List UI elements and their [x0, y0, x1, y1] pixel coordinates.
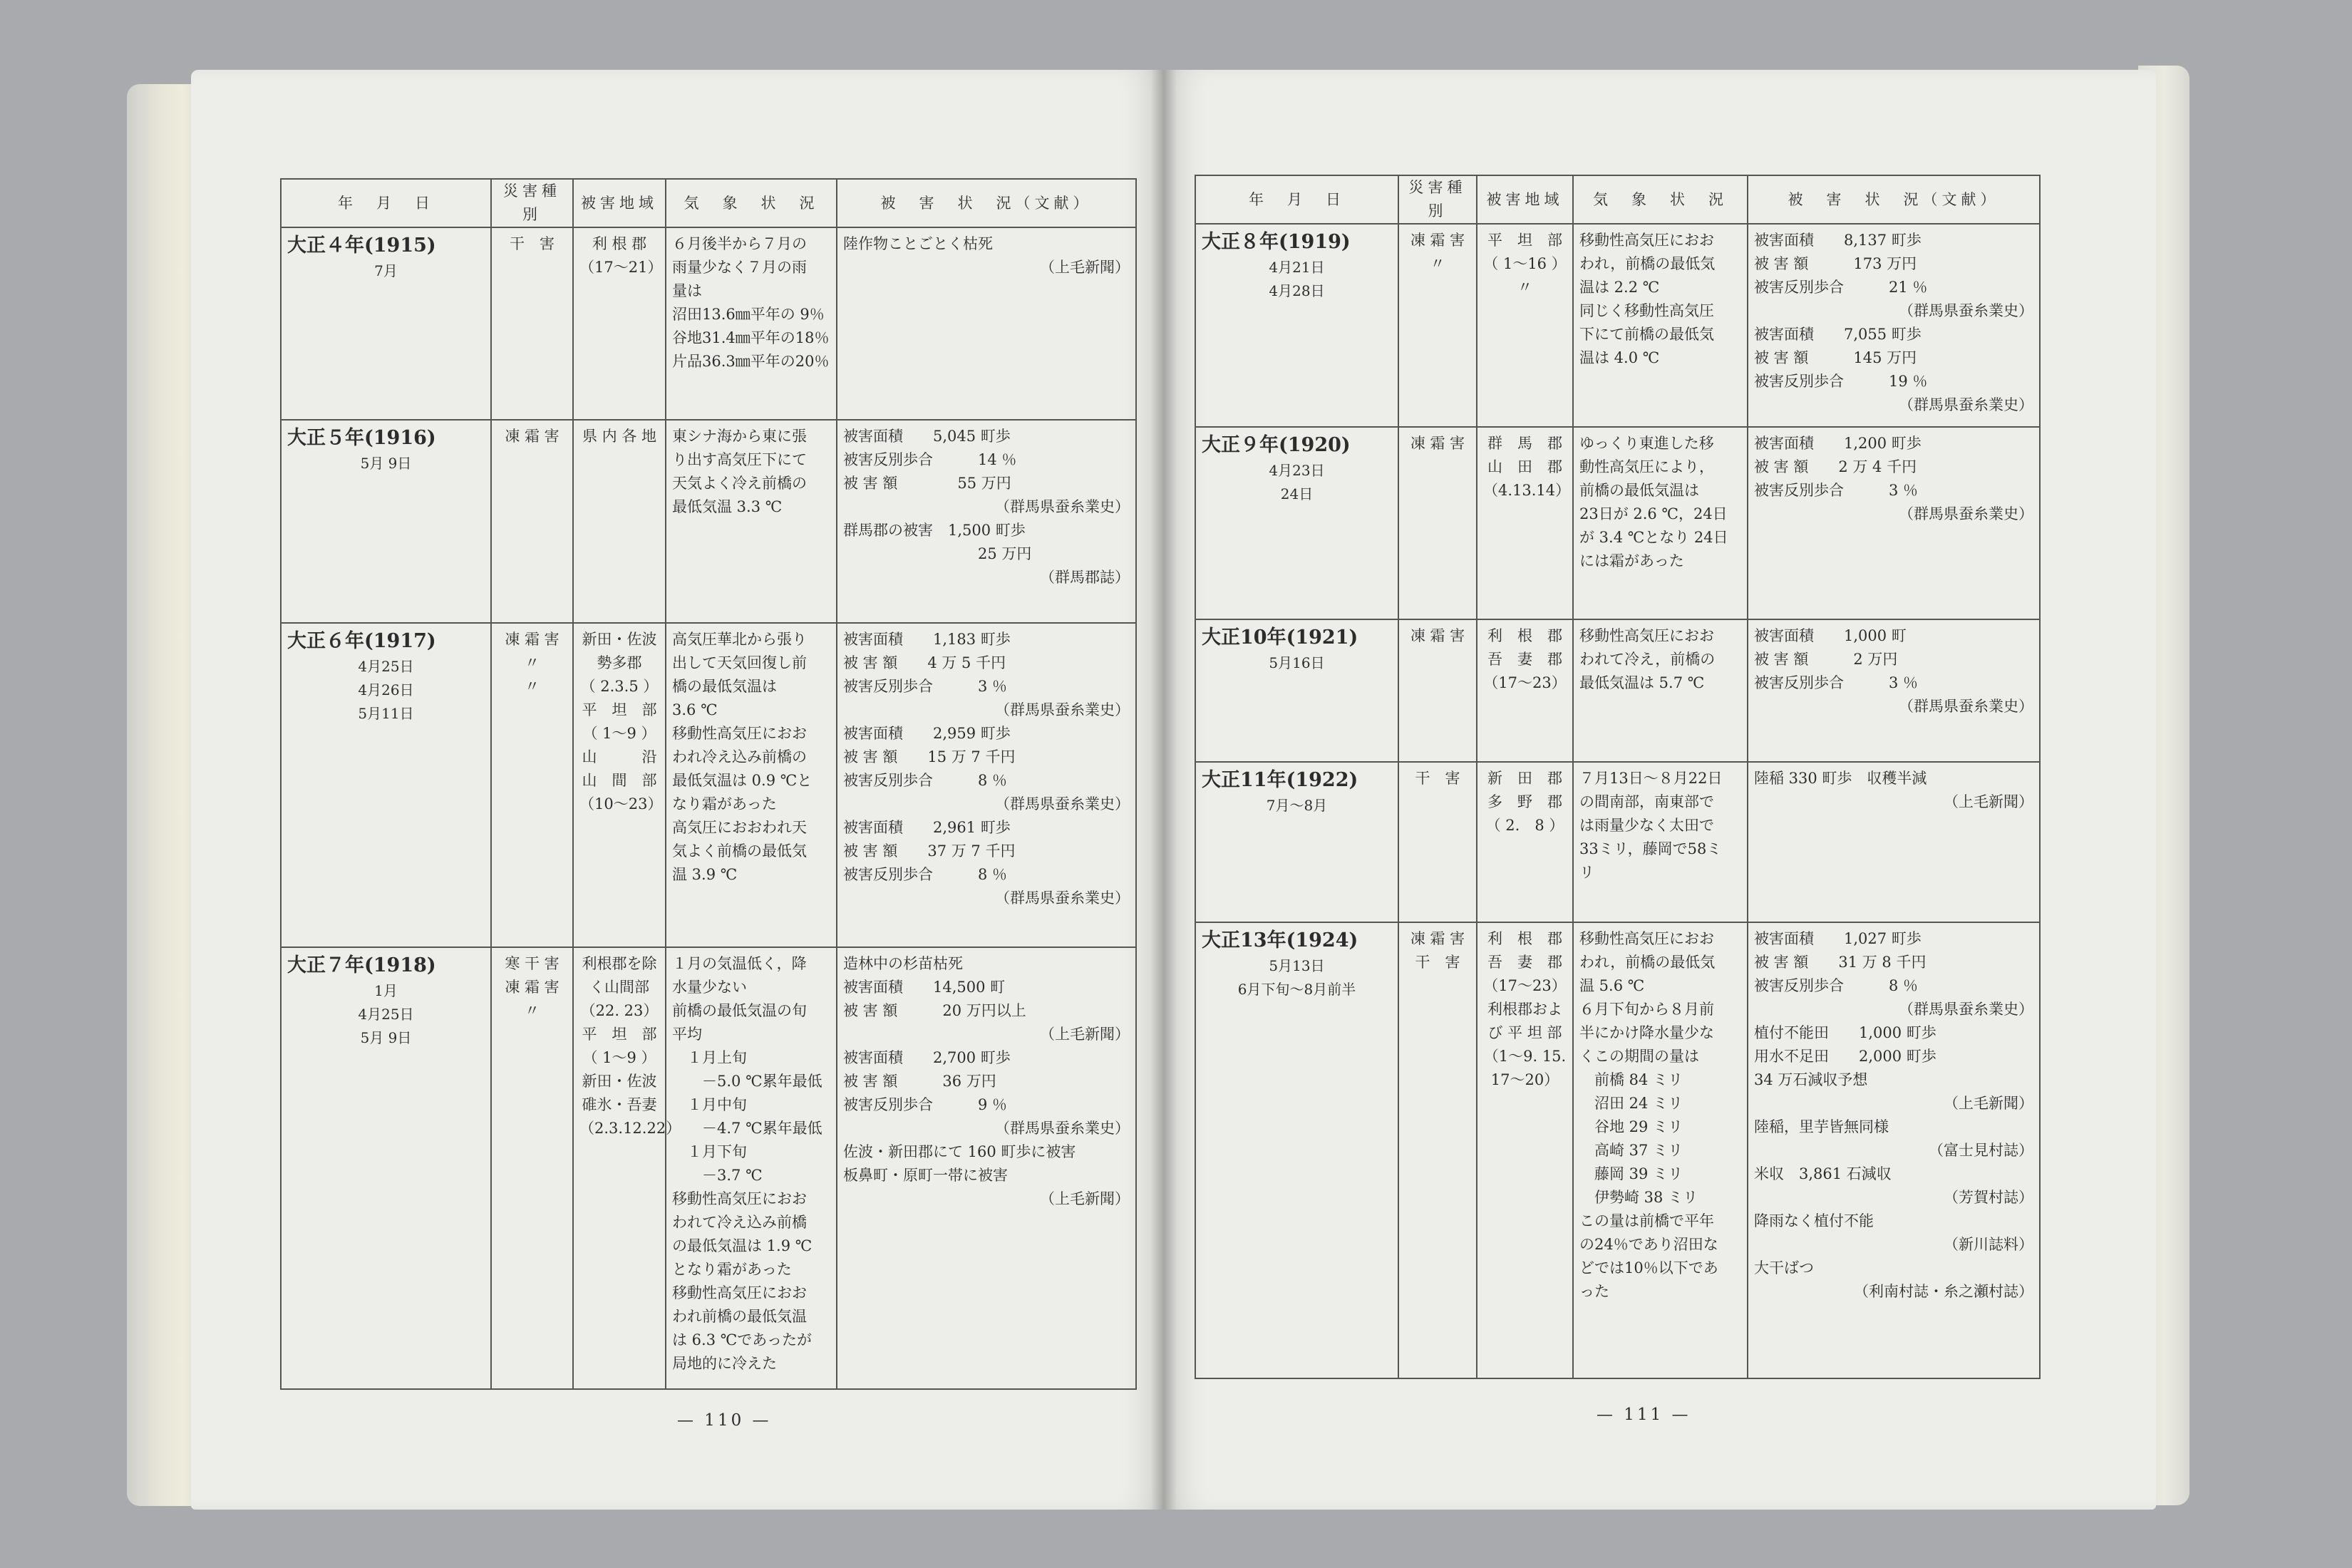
region-line: 利根郡を除: [582, 955, 657, 972]
damage-line: （上毛新聞）: [1040, 1190, 1130, 1207]
weather-line: 高崎 37 ミリ: [1579, 1142, 1683, 1159]
region-line: 新田・佐波: [582, 1073, 657, 1090]
weather-line: 33ミリ，藤岡で58ミ: [1579, 840, 1722, 857]
damage-line: 用水不足田 2,000 町歩: [1754, 1048, 1936, 1065]
damage-line: （群馬県蚕糸業史）: [1899, 302, 2033, 319]
header-type: 災害種別: [1398, 175, 1477, 224]
weather-line: －3.7 ℃: [672, 1167, 763, 1184]
damage-line: （富士見村誌）: [1929, 1142, 2033, 1159]
weather-line: われ前橋の最低気温: [672, 1308, 807, 1325]
region-line: （4.13.14）: [1483, 482, 1571, 499]
disaster-type: 凍 霜 害: [1410, 627, 1465, 644]
damage-cell: [837, 623, 1136, 947]
weather-line: われ，前橋の最低気: [1579, 255, 1716, 272]
damage-line: 25 万円: [843, 545, 1032, 562]
weather-line: 沼田13.6㎜平年の 9％: [672, 306, 825, 323]
table-row: [1195, 427, 2040, 619]
region-cell: [1477, 922, 1573, 1378]
era-year: 大正６年(1917): [287, 630, 436, 652]
weather-line: われ，前橋の最低気: [1579, 954, 1716, 971]
page-number-right: — 111 —: [1597, 1405, 1691, 1424]
weather-line: 温 3.9 ℃: [672, 866, 738, 883]
damage-line: （上毛新聞）: [1040, 1026, 1130, 1043]
damage-line: 大干ばつ: [1754, 1259, 1814, 1276]
date-cell: [1195, 922, 1398, 1378]
damage-line: 被害面積 1,027 町歩: [1754, 930, 1922, 947]
event-date: 5月 9日: [360, 1029, 412, 1046]
region-cell: [1477, 224, 1573, 427]
region-line: 〃: [1517, 279, 1532, 296]
weather-line: 最低気温 3.3 ℃: [672, 498, 783, 515]
damage-line: （上毛新聞）: [1944, 1095, 2033, 1112]
event-date: 24日: [1280, 485, 1314, 502]
event-date: 5月16日: [1269, 654, 1325, 671]
header-type: 災害種別: [491, 179, 573, 227]
date-cell: [1195, 224, 1398, 427]
damage-line: 被 害 額 4 万 5 千円: [843, 654, 1006, 671]
event-date: 6月下旬～8月前半: [1237, 981, 1356, 998]
weather-line: 沼田 24 ミリ: [1579, 1095, 1683, 1112]
disaster-type-cell: [491, 227, 573, 420]
weather-line: 量は: [672, 282, 702, 299]
page-number-left: — 110 —: [677, 1411, 772, 1430]
weather-line: 前橋 84 ミリ: [1579, 1071, 1683, 1088]
weather-cell: [1573, 762, 1748, 922]
weather-line: 最低気温は 0.9 ℃と: [672, 772, 813, 789]
region-line: 利 根 郡: [1487, 930, 1562, 947]
region-line: 多 野 郡: [1487, 793, 1562, 810]
weather-cell: [666, 420, 837, 623]
weather-line: 3.6 ℃: [672, 701, 718, 718]
disaster-table-right: [1195, 175, 2041, 1379]
header-date: 年 月 日: [281, 179, 491, 227]
region-line: 平 坦 部: [582, 1026, 657, 1043]
event-date: 7月: [374, 262, 398, 279]
era-year: 大正13年(1924): [1202, 929, 1358, 951]
weather-line: リ: [1579, 864, 1594, 881]
disaster-type: 凍 霜 害: [505, 979, 559, 996]
region-line: （22. 23）: [580, 1002, 659, 1019]
table-row: [281, 227, 1136, 420]
date-cell: [281, 420, 491, 623]
damage-line: 被害面積 8,137 町歩: [1754, 232, 1922, 249]
damage-line: 被 害 額 55 万円: [843, 475, 1011, 492]
weather-line: り出す高気圧下にて: [672, 451, 807, 468]
region-line: 17～20）: [1490, 1071, 1559, 1088]
header-region: 被害地域: [573, 179, 666, 227]
weather-line: ６月下旬から８月前: [1579, 1001, 1714, 1018]
disaster-type-cell: [1398, 762, 1477, 922]
weather-line: 高気圧におおわれ天: [672, 819, 807, 836]
damage-line: 被害面積 7,055 町歩: [1754, 326, 1922, 343]
table-header-row: [281, 179, 1136, 227]
weather-line: なり霜があった: [672, 795, 777, 813]
weather-line: 藤岡 39 ミリ: [1579, 1165, 1683, 1182]
damage-line: （群馬県蚕糸業史）: [1899, 698, 2033, 715]
weather-line: 平均: [672, 1026, 702, 1043]
book-gutter: [1151, 70, 1177, 1510]
damage-line: 被 害 額 37 万 7 千円: [843, 842, 1016, 860]
weather-line: 下にて前橋の最低気: [1579, 326, 1714, 343]
region-line: （17～23）: [1483, 674, 1567, 691]
damage-line: （新川誌料）: [1944, 1236, 2033, 1253]
weather-line: 前橋の最低気温の旬: [672, 1002, 807, 1019]
weather-line: は雨量少なく太田で: [1579, 817, 1714, 834]
weather-line: どでは10％以下であ: [1579, 1259, 1718, 1276]
era-year: 大正７年(1918): [287, 954, 436, 976]
damage-line: 群馬郡の被害 1,500 町歩: [843, 522, 1026, 539]
damage-line: 被 害 額 15 万 7 千円: [843, 748, 1016, 765]
damage-line: （群馬県蚕糸業史）: [995, 701, 1130, 718]
damage-line: 被害面積 1,200 町歩: [1754, 435, 1922, 452]
region-cell: [1477, 619, 1573, 762]
damage-line: 被 害 額 31 万 8 千円: [1754, 954, 1927, 971]
weather-line: くこの期間の量は: [1579, 1048, 1699, 1065]
region-line: 群 馬 郡: [1487, 435, 1562, 452]
weather-line: －4.7 ℃累年最低: [672, 1120, 822, 1137]
region-cell: [573, 420, 666, 623]
weather-line: の間南部，南東部で: [1579, 793, 1714, 810]
date-cell: [1195, 619, 1398, 762]
damage-cell: [1748, 427, 2040, 619]
date-cell: [1195, 762, 1398, 922]
disaster-type: 〃: [1430, 255, 1445, 272]
damage-cell: [837, 947, 1136, 1389]
weather-line: の最低気温は 1.9 ℃: [672, 1237, 813, 1254]
region-line: び 平 坦 部: [1487, 1024, 1562, 1041]
weather-line: 気よく前橋の最低気: [672, 842, 807, 860]
damage-line: 陸稲，里芋皆無同様: [1754, 1118, 1889, 1135]
disaster-type: 〃: [525, 1002, 540, 1019]
weather-cell: [1573, 427, 1748, 619]
region-line: （17～23）: [1483, 977, 1567, 994]
era-year: 大正11年(1922): [1202, 769, 1358, 791]
damage-cell: [1748, 762, 2040, 922]
disaster-type: 凍 霜 害: [505, 428, 559, 445]
damage-line: 佐波・新田郡にて 160 町歩に被害: [843, 1143, 1076, 1160]
event-date: 4月23日: [1269, 462, 1325, 479]
event-date: 1月: [374, 982, 398, 999]
disaster-type-cell: [491, 623, 573, 947]
region-line: 平 坦 部: [582, 701, 657, 718]
damage-line: （群馬県蚕糸業史）: [995, 498, 1130, 515]
disaster-type-cell: [491, 947, 573, 1389]
damage-line: 降雨なく植付不能: [1754, 1212, 1874, 1229]
damage-cell: [1748, 922, 2040, 1378]
disaster-type: 寒 干 害: [505, 955, 559, 972]
header-damage: 被 害 状 況（文献）: [1748, 175, 2040, 224]
weather-line: 天気よく冷え前橋の: [672, 475, 807, 492]
region-line: 県 内 各 地: [582, 428, 657, 445]
weather-line: 移動性高気圧におお: [672, 725, 807, 742]
disaster-type: 〃: [525, 654, 540, 671]
weather-line: ６月後半から７月の: [672, 235, 807, 252]
weather-line: １月の気温低く，降: [672, 955, 807, 972]
damage-line: 被害面積 5,045 町歩: [843, 428, 1011, 445]
disaster-type-cell: [1398, 619, 1477, 762]
era-year: 大正10年(1921): [1202, 626, 1358, 649]
region-line: 吾 妻 郡: [1487, 954, 1562, 971]
weather-line: 移動性高気圧におお: [672, 1284, 807, 1301]
date-cell: [281, 227, 491, 420]
weather-line: １月上旬: [672, 1049, 747, 1066]
weather-line: 雨量少なく７月の雨: [672, 259, 807, 276]
region-line: （ 1～9 ）: [582, 1049, 656, 1066]
damage-line: 被 害 額 2 万 4 千円: [1754, 458, 1917, 475]
damage-line: 被害面積 1,183 町歩: [843, 631, 1011, 648]
weather-cell: [1573, 619, 1748, 762]
weather-line: 東シナ海から東に張: [672, 428, 807, 445]
weather-line: われて冷え込み前橋: [672, 1214, 807, 1231]
damage-line: 造林中の杉苗枯死: [843, 955, 963, 972]
region-line: 吾 妻 郡: [1487, 651, 1562, 668]
damage-line: 被害反別歩合 3 ％: [1754, 482, 1919, 499]
disaster-type: 凍 霜 害: [1410, 930, 1465, 947]
damage-line: 被 害 額 36 万円: [843, 1073, 996, 1090]
damage-line: 被害反別歩合 8 ％: [843, 866, 1008, 883]
era-year: 大正５年(1916): [287, 427, 436, 449]
event-date: 5月13日: [1269, 957, 1325, 974]
damage-line: 陸稲 330 町歩 収穫半減: [1754, 770, 1927, 787]
weather-line: 局地的に冷えた: [672, 1355, 777, 1372]
event-date: 4月25日: [358, 658, 414, 675]
disaster-type: 干 害: [1415, 770, 1460, 787]
weather-cell: [666, 623, 837, 947]
weather-line: 温は 2.2 ℃: [1579, 279, 1660, 296]
disaster-type-cell: [1398, 922, 1477, 1378]
damage-cell: [1748, 619, 2040, 762]
damage-line: 米収 3,861 石減収: [1754, 1165, 1892, 1182]
damage-line: （上毛新聞）: [1944, 793, 2033, 810]
damage-line: （群馬県蚕糸業史）: [1899, 505, 2033, 522]
damage-line: 被 害 額 145 万円: [1754, 349, 1917, 366]
damage-line: 陸作物ことごとく枯死: [843, 235, 993, 252]
damage-line: 34 万石減収予想: [1754, 1071, 1868, 1088]
weather-line: 谷地31.4㎜平年の18％: [672, 329, 830, 346]
damage-line: （群馬郡誌）: [1040, 569, 1130, 586]
table-row: [1195, 619, 2040, 762]
damage-line: 板鼻町・原町一帯に被害: [843, 1167, 1008, 1184]
region-line: 碓氷・吾妻: [582, 1096, 657, 1113]
region-line: 利根郡およ: [1487, 1001, 1562, 1018]
damage-cell: [837, 420, 1136, 623]
disaster-table-left: [280, 178, 1137, 1390]
weather-line: ７月13日～８月22日: [1579, 770, 1723, 787]
weather-line: 高気圧華北から張り: [672, 631, 807, 648]
event-date: 5月11日: [358, 705, 414, 722]
region-line: 山 沿: [582, 748, 657, 765]
disaster-type: 干 害: [510, 235, 555, 252]
era-year: 大正９年(1920): [1202, 434, 1351, 456]
region-line: 利 根 郡: [592, 235, 647, 252]
damage-line: 被害面積 2,700 町歩: [843, 1049, 1011, 1066]
disaster-type: 凍 霜 害: [505, 631, 559, 648]
damage-line: 被 害 額 2 万円: [1754, 651, 1898, 668]
region-line: （2.3.12.22）: [579, 1120, 681, 1137]
event-date: 5月 9日: [360, 455, 412, 472]
region-line: 新 田 郡: [1487, 770, 1562, 787]
damage-line: 被害面積 2,961 町歩: [843, 819, 1011, 836]
damage-line: （群馬県蚕糸業史）: [1899, 1001, 2033, 1018]
region-line: 山 田 郡: [1487, 458, 1562, 475]
weather-cell: [1573, 224, 1748, 427]
weather-line: の24％であり沼田な: [1579, 1236, 1718, 1253]
header-region: 被害地域: [1477, 175, 1573, 224]
weather-line: 半にかけ降水量少な: [1579, 1024, 1714, 1041]
header-damage: 被 害 状 況（文献）: [837, 179, 1136, 227]
weather-line: 温 5.6 ℃: [1579, 977, 1645, 994]
table-row: [281, 947, 1136, 1389]
damage-line: 被害反別歩合 3 ％: [1754, 674, 1919, 691]
weather-cell: [1573, 922, 1748, 1378]
weather-line: 出して天気回復し前: [672, 654, 807, 671]
weather-line: は 6.3 ℃であったが: [672, 1331, 813, 1348]
region-line: （ 2. 8 ）: [1485, 817, 1564, 834]
damage-line: 被害面積 2,959 町歩: [843, 725, 1011, 742]
region-line: （1～9. 15.: [1483, 1048, 1567, 1065]
weather-line: 23日が 2.6 ℃，24日: [1579, 505, 1728, 522]
weather-line: 橋の最低気温は: [672, 678, 777, 695]
damage-line: 被害反別歩合 14 ％: [843, 451, 1017, 468]
region-line: （ 2.3.5 ）: [580, 678, 659, 695]
region-cell: [573, 227, 666, 420]
weather-line: 移動性高気圧におお: [1579, 232, 1714, 249]
damage-line: 被害反別歩合 9 ％: [843, 1096, 1008, 1113]
table-row: [1195, 922, 2040, 1378]
region-line: （17～21）: [579, 259, 663, 276]
disaster-type: 凍 霜 害: [1410, 232, 1465, 249]
disaster-type-cell: [1398, 427, 1477, 619]
weather-line: 移動性高気圧におお: [1579, 627, 1714, 644]
weather-line: 谷地 29 ミリ: [1579, 1118, 1683, 1135]
region-line: 利 根 郡: [1487, 627, 1562, 644]
region-line: 新田・佐波: [582, 631, 657, 648]
event-date: 4月26日: [358, 681, 414, 698]
table-header-row: [1195, 175, 2040, 224]
weather-line: 同じく移動性高気圧: [1579, 302, 1714, 319]
header-weather: 気 象 状 況: [666, 179, 837, 227]
weather-line: －5.0 ℃累年最低: [672, 1073, 822, 1090]
era-year: 大正８年(1919): [1202, 231, 1351, 253]
damage-line: （群馬県蚕糸業史）: [995, 795, 1130, 813]
damage-line: 被 害 額 20 万円以上: [843, 1002, 1026, 1019]
region-line: く山間部: [589, 979, 649, 996]
damage-line: （群馬県蚕糸業史）: [995, 1120, 1130, 1137]
damage-line: 被害反別歩合 8 ％: [843, 772, 1008, 789]
table-row: [281, 623, 1136, 947]
disaster-type-cell: [491, 420, 573, 623]
weather-line: われ冷え込み前橋の: [672, 748, 807, 765]
weather-line: 移動性高気圧におお: [672, 1190, 807, 1207]
weather-line: には霜があった: [1579, 552, 1684, 569]
damage-line: （利南村誌・糸之瀬村誌）: [1854, 1283, 2033, 1300]
weather-line: 前橋の最低気温は: [1579, 482, 1699, 499]
weather-line: 動性高気圧により，: [1579, 458, 1714, 475]
weather-line: 水量少ない: [672, 979, 747, 996]
weather-line: となり霜があった: [672, 1261, 792, 1278]
region-line: 勢多郡: [597, 654, 642, 671]
damage-line: （群馬県蚕糸業史）: [995, 889, 1130, 907]
weather-line: 片品36.3㎜平年の20％: [672, 353, 830, 370]
damage-cell: [837, 227, 1136, 420]
weather-line: 伊勢崎 38 ミリ: [1579, 1189, 1698, 1206]
damage-line: （芳賀村誌）: [1944, 1189, 2033, 1206]
weather-line: 移動性高気圧におお: [1579, 930, 1714, 947]
region-line: 平 坦 部: [1487, 232, 1562, 249]
region-line: （10～23）: [579, 795, 663, 813]
table-row: [1195, 762, 2040, 922]
weather-line: １月下旬: [672, 1143, 747, 1160]
weather-cell: [666, 227, 837, 420]
damage-line: 被害面積 1,000 町: [1754, 627, 1907, 644]
damage-line: 植付不能田 1,000 町歩: [1754, 1024, 1936, 1041]
region-cell: [573, 623, 666, 947]
damage-line: （上毛新聞）: [1040, 259, 1130, 276]
weather-line: われて冷え，前橋の: [1579, 651, 1716, 668]
weather-line: 温は 4.0 ℃: [1579, 349, 1660, 366]
header-weather: 気 象 状 況: [1573, 175, 1748, 224]
damage-line: 被害面積 14,500 町: [843, 979, 1006, 996]
region-line: （ 1～16 ）: [1483, 255, 1567, 272]
weather-line: この量は前橋で平年: [1579, 1212, 1714, 1229]
region-cell: [1477, 762, 1573, 922]
table-row: [1195, 224, 2040, 427]
event-date: 7月～8月: [1266, 797, 1328, 814]
disaster-type: 干 害: [1415, 954, 1460, 971]
event-date: 4月21日: [1269, 259, 1325, 276]
damage-line: （群馬県蚕糸業史）: [1899, 396, 2033, 413]
damage-line: 被害反別歩合 21 ％: [1754, 279, 1928, 296]
event-date: 4月25日: [358, 1006, 414, 1023]
damage-line: 被害反別歩合 8 ％: [1754, 977, 1919, 994]
damage-line: 被 害 額 173 万円: [1754, 255, 1917, 272]
damage-cell: [1748, 224, 2040, 427]
weather-line: 最低気温は 5.7 ℃: [1579, 674, 1705, 691]
date-cell: [281, 623, 491, 947]
weather-line: ゆっくり東進した移: [1579, 435, 1714, 452]
table-row: [281, 420, 1136, 623]
date-cell: [1195, 427, 1398, 619]
weather-line: が 3.4 ℃となり 24日: [1579, 529, 1728, 546]
disaster-type: 〃: [525, 678, 540, 695]
region-line: 山 間 部: [582, 772, 657, 789]
era-year: 大正４年(1915): [287, 234, 436, 257]
weather-cell: [666, 947, 837, 1389]
date-cell: [281, 947, 491, 1389]
damage-line: 被害反別歩合 3 ％: [843, 678, 1008, 695]
header-date: 年 月 日: [1195, 175, 1398, 224]
damage-line: 被害反別歩合 19 ％: [1754, 373, 1928, 390]
region-cell: [573, 947, 681, 1389]
disaster-type-cell: [1398, 224, 1477, 427]
weather-line: １月中旬: [672, 1096, 747, 1113]
event-date: 4月28日: [1269, 282, 1325, 299]
region-cell: [1477, 427, 1573, 619]
region-line: （ 1～9 ）: [582, 725, 656, 742]
disaster-type: 凍 霜 害: [1410, 435, 1465, 452]
weather-line: った: [1579, 1283, 1609, 1300]
